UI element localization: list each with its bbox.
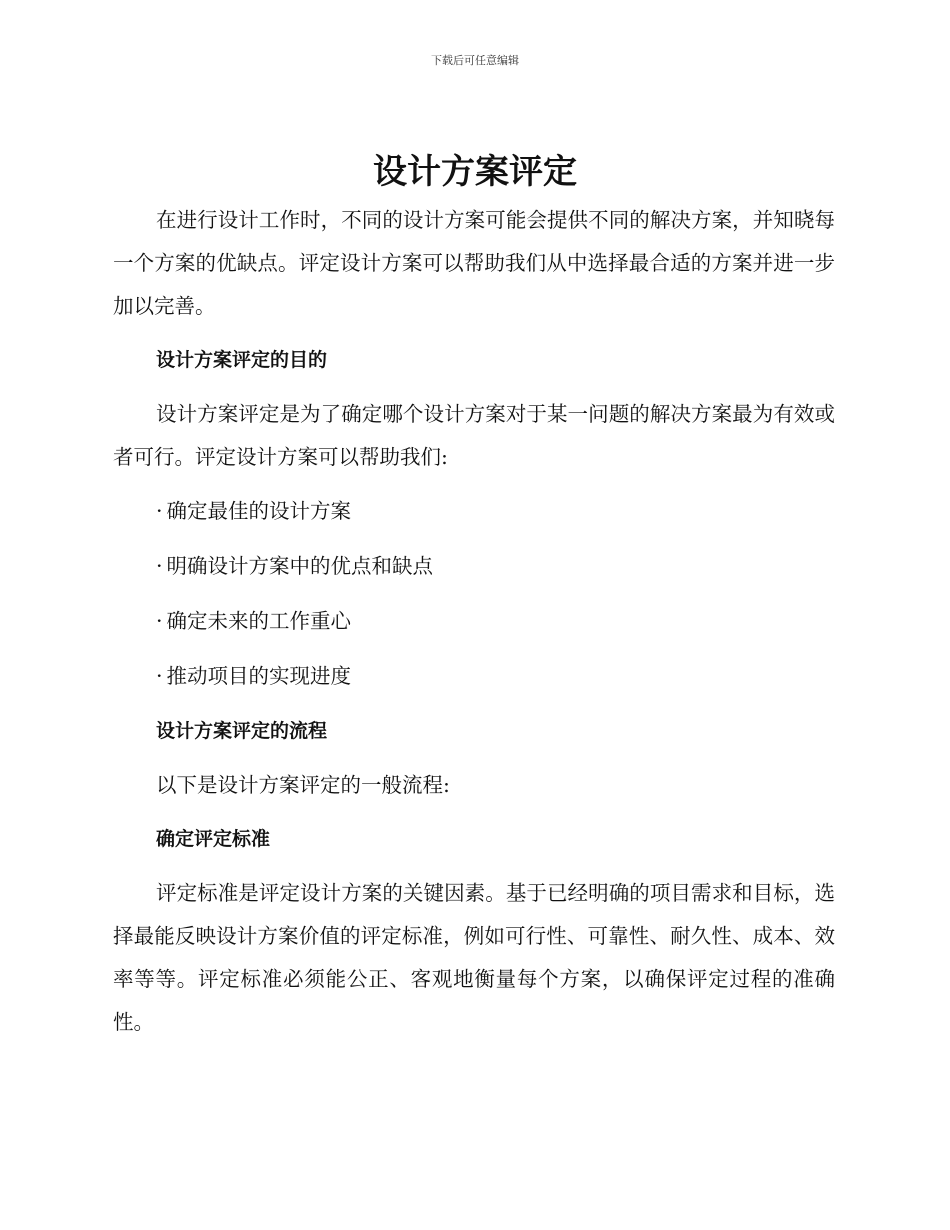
process-paragraph: 以下是设计方案评定的一般流程: <box>156 773 450 797</box>
list-item-text: 确定未来的工作重心 <box>166 609 352 633</box>
section-heading-process: 设计方案评定的流程 <box>156 720 328 742</box>
bullet-dot-icon: · <box>156 609 163 633</box>
bullet-dot-icon: · <box>156 554 163 578</box>
document-title: 设计方案评定 <box>373 152 577 192</box>
purpose-paragraph: 设计方案评定是为了确定哪个设计方案对于某一问题的解决方案最为有效或者可行。评定设计方案可以帮助我们: <box>113 402 835 469</box>
list-item-text: 推动项目的实现进度 <box>166 664 352 688</box>
list-item <box>113 600 835 643</box>
purpose-bullet-list <box>113 490 835 698</box>
intro-paragraph: 在进行设计工作时，不同的设计方案可能会提供不同的解决方案，并知晓每一个方案的优缺点。评定设计方案可以帮助我们从中选择最合适的方案并进一步加以完善。 <box>113 208 835 318</box>
page-header: 下载后可任意编辑 <box>431 54 519 67</box>
bullet-dot-icon: · <box>156 499 163 523</box>
section-heading-purpose: 设计方案评定的目的 <box>156 349 328 371</box>
list-item-text: 明确设计方案中的优点和缺点 <box>166 554 434 578</box>
list-item <box>113 545 835 588</box>
criteria-paragraph: 评定标准是评定设计方案的关键因素。基于已经明确的项目需求和目标，选择最能反映设计方案价值的评定标准，例如可行性、可靠性、耐久性、成本、效率等等。评定标准必须能公正、客观地衡量每个方案，以确保评定过程的准确性。 <box>113 881 835 1034</box>
list-item-text: 确定最佳的设计方案 <box>166 499 352 523</box>
list-item <box>113 490 835 533</box>
list-item <box>113 655 835 698</box>
section-heading-criteria: 确定评定标准 <box>156 828 271 850</box>
document-body <box>113 199 835 1055</box>
bullet-dot-icon: · <box>156 664 163 688</box>
